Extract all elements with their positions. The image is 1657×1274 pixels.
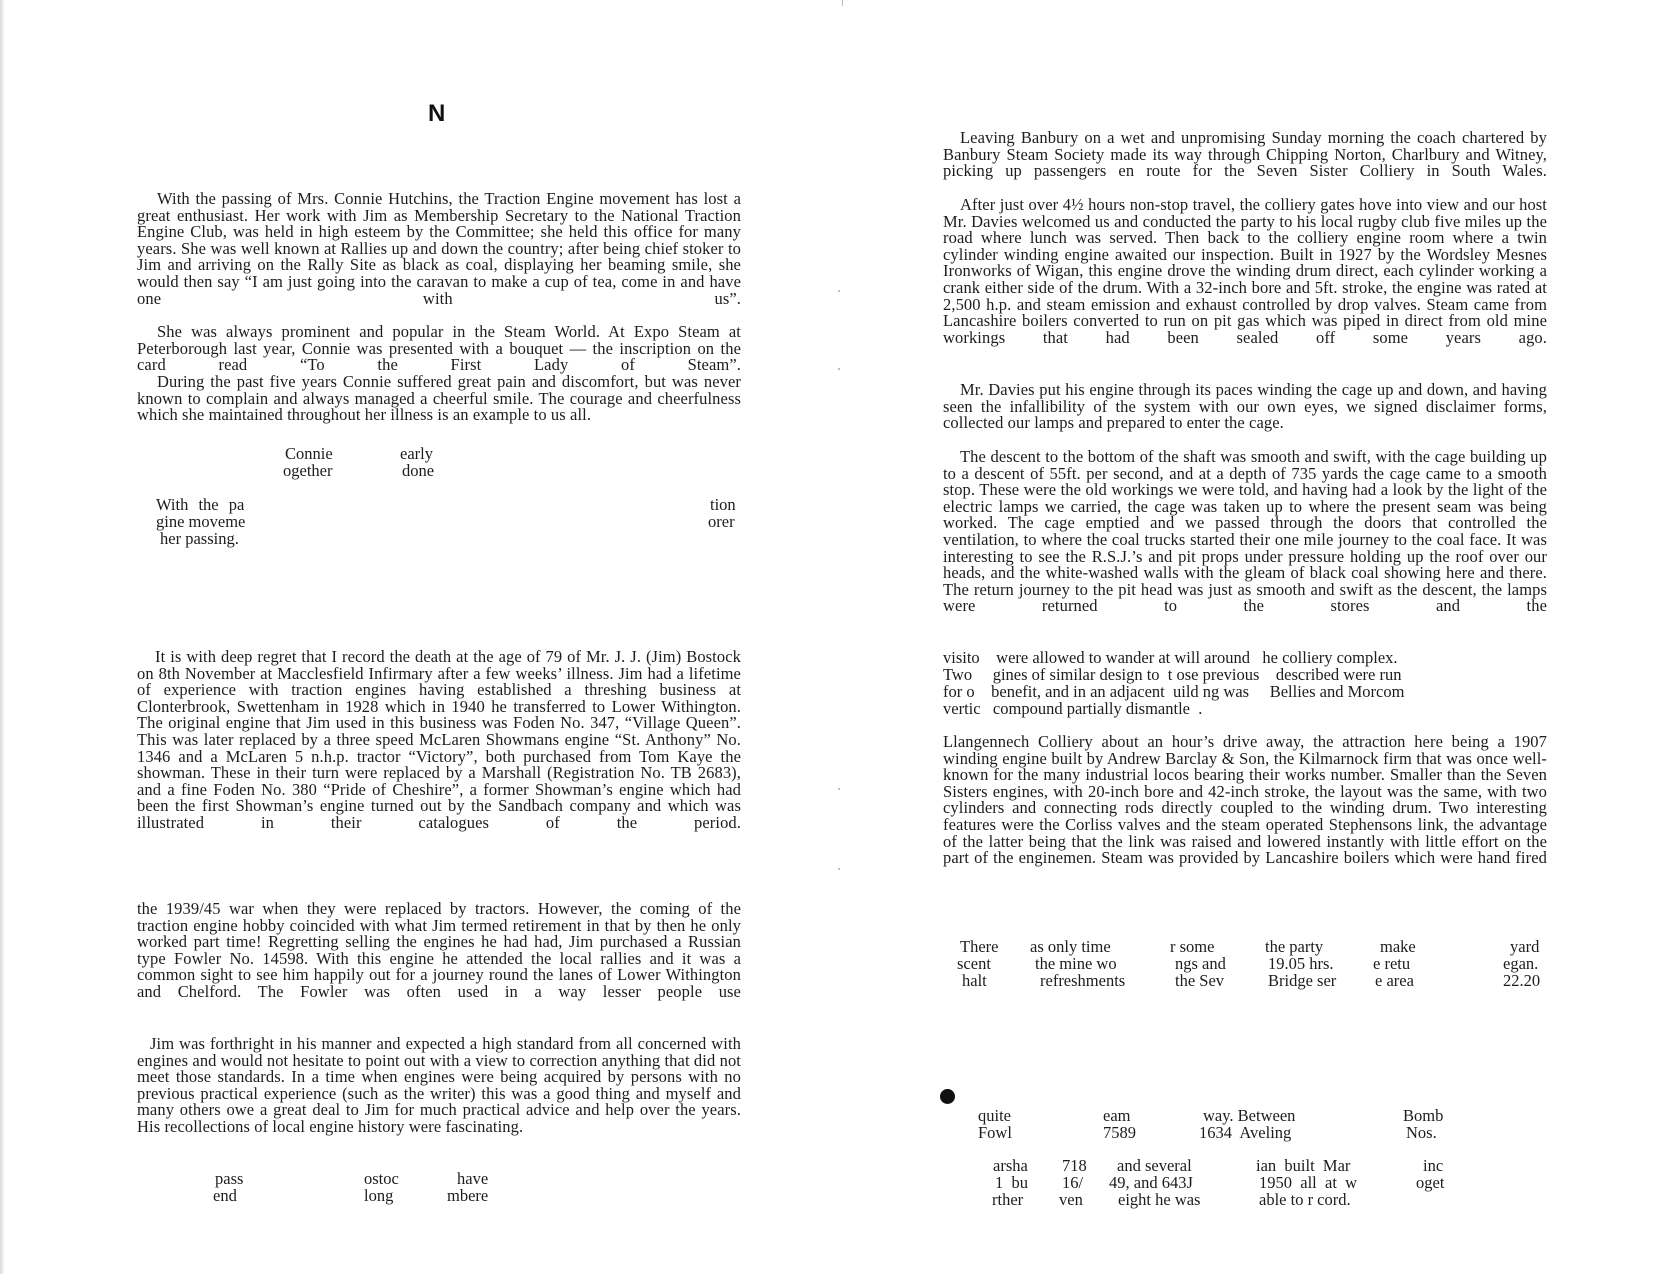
text-fragment: eight he was bbox=[1118, 1190, 1201, 1209]
text-fragment: rther bbox=[992, 1190, 1024, 1209]
text-fragment: Fowl bbox=[978, 1123, 1012, 1142]
text-fragment: visito were allowed to wander at will around he colliery complex. bbox=[943, 648, 1398, 667]
colliery-paragraph-1: Leaving Banbury on a wet and unpromising Sunday morning the coach chartered by Banbury Steam Society made its way through Chipping Norton, Charlbury and Witney, picking up passengers en route for the Seven Sister Colliery in South Wales. bbox=[943, 128, 1547, 181]
text-fragment: 7589 bbox=[1103, 1123, 1136, 1142]
text-fragment: yard bbox=[1510, 937, 1540, 956]
gutter-mark bbox=[842, 0, 843, 6]
text-fragment: as only time bbox=[1030, 937, 1111, 956]
text-fragment: make bbox=[1380, 937, 1416, 956]
text-fragment: tion bbox=[710, 495, 736, 514]
text-fragment: 718 bbox=[1062, 1156, 1087, 1175]
colliery-paragraph-5: Llangennech Colliery about an hour’s drive away, the attraction here being a 1907 winding engine built by Andrew Barclay & Son, the Kilmarnock firm that was once well-known for the many industrial locos bearing their works number. Smaller than the Seven Sisters engines, with 20-inch bore and 42-inch stroke, the layout was the same, with two cylinders and connecting rods directly coupled to the winding drum. Two interesting features were the Corliss valves and the steam operated Stephensons link, the advantage of the latter being that the link was raised and lowered instantly with little effort on the part of the enginemen. Steam was provided by Lancashire boilers which were hand fired bbox=[943, 732, 1547, 868]
hutchins-paragraph-2: She was always prominent and popular in the Steam World. At Expo Steam at Peterborough last year, Connie was presented with a bouquet — the inscription on the card read “To the First Lady of Steam”. bbox=[137, 322, 741, 375]
text-fragment: 1950 all at w bbox=[1259, 1173, 1358, 1192]
text-fragment: Connie bbox=[285, 444, 333, 463]
text-fragment: e area bbox=[1375, 971, 1414, 990]
bostock-paragraph-1: It is with deep regret that I record the death at the age of 79 of Mr. J. J. (Jim) Bostock on 8th November at Macclesfield Infirmary after a few weeks’ illness. Jim had a lifetime of experience with traction engines having established a threshing business at Clonterbrook, Swettenham in 1928 which in 1940 he transferred to Lower Withington. The original engine that Jim used in this business was Foden No. 347, “Village Queen”. This was later replaced by a three speed McLaren Showmans engine “St. Anthony” No. 1346 and a McLaren 5 n.h.p. tractor “Victory”, both purchased from Tom Kaye the showman. These in their turn were replaced by a Marshall (Registration No. TB 2683), and a fine Foden No. 380 “Pride of Cheshire”, a former Showman’s engine which had been the first Showman’s engine turned out by the Sandbach company and which was illustrated in their catalogues of the period. bbox=[137, 647, 741, 832]
text-fragment: vertic compound partially dismantle . bbox=[943, 699, 1203, 718]
text-fragment: There bbox=[960, 937, 999, 956]
gutter-dot bbox=[838, 290, 840, 292]
text-fragment: the party bbox=[1265, 937, 1324, 956]
text-fragment: 1634 Aveling bbox=[1199, 1123, 1292, 1142]
gutter-dot bbox=[838, 788, 840, 790]
text-fragment: way. Between bbox=[1203, 1106, 1296, 1125]
text-fragment: orer bbox=[708, 512, 735, 531]
bullet-icon bbox=[940, 1089, 955, 1104]
text-fragment: the mine wo bbox=[1035, 954, 1117, 973]
text-fragment: Bomb bbox=[1403, 1106, 1444, 1125]
text-fragment: Two gines of similar design to t ose previous described were run bbox=[943, 665, 1402, 684]
text-fragment: her passing. bbox=[160, 529, 239, 548]
text-fragment: ogether bbox=[283, 461, 333, 480]
text-fragment: inc bbox=[1423, 1156, 1444, 1175]
text-fragment: 16/ bbox=[1062, 1173, 1084, 1192]
text-fragment: gine moveme bbox=[156, 512, 246, 531]
text-fragment: able to r cord. bbox=[1259, 1190, 1351, 1209]
bostock-paragraph-3: Jim was forthright in his manner and expected a high standard from all concerned with engines and would not hesitate to point out with a view to correction anything that did not meet those standards. In a time when engines were being acquired by persons with no previous practical experience (such as the writer) this was a good thing and myself and many others owe a great deal to Jim for much practical advice and help over the years. His recollections of local engine history were fascinating. bbox=[137, 1034, 741, 1136]
text-fragment: 49, and 643J bbox=[1109, 1173, 1193, 1192]
text-fragment: ven bbox=[1059, 1190, 1083, 1209]
colliery-paragraph-2: After just over 4½ hours non-stop travel, the colliery gates hove into view and our host Mr. Davies welcomed us and conducted the party to his local rugby club five miles up the road where lunch was served. Then back to the colliery engine room where a twin cylinder winding engine awaited our inspection. Built in 1927 by the Wordsley Mesnes Ironworks of Wigan, this engine drove the winding drum direct, each cylinder working a crank either side of the drum. With a 32-inch bore and 5ft. stroke, the engine was rated at 2,500 h.p. and steam emission and exhaust controlled by drop valves. Steam came from Lancashire boilers converted to run on pit gas which was piped in direct from old mine workings that had been sealed off some years ago. bbox=[943, 195, 1547, 347]
text-fragment: Nos. bbox=[1406, 1123, 1437, 1142]
text-fragment: halt bbox=[962, 971, 987, 990]
page-heading: N bbox=[428, 100, 446, 127]
text-fragment: 22.20 bbox=[1503, 971, 1541, 990]
text-fragment: ostoc bbox=[364, 1169, 399, 1188]
text-fragment: scent bbox=[957, 954, 991, 973]
text-fragment: eam bbox=[1103, 1106, 1131, 1125]
text-fragment: and several bbox=[1117, 1156, 1192, 1175]
text-fragment: With the pa bbox=[156, 495, 245, 514]
text-fragment: e retu bbox=[1373, 954, 1411, 973]
text-fragment: egan. bbox=[1503, 954, 1539, 973]
text-fragment: early bbox=[400, 444, 433, 463]
text-fragment: for o benefit, and in an adjacent uild ng was Bellies and Morcom bbox=[943, 682, 1405, 701]
text-fragment: 1 bu bbox=[995, 1173, 1028, 1192]
hutchins-paragraph-1: With the passing of Mrs. Connie Hutchins, the Traction Engine movement has lost a great enthusiast. Her work with Jim as Membership Secretary to the National Traction Engine Club, was held in high esteem by the Committee; she held this office for many years. She was well known at Rallies up and down the country; after being chief stoker to Jim and arriving on the Rally Site as black as coal, displaying her beaming smile, she would then say “I am just going into the caravan to make a cup of tea, come in and have one with us”. bbox=[137, 189, 741, 308]
text-fragment: oget bbox=[1416, 1173, 1445, 1192]
gutter-dot bbox=[838, 868, 840, 870]
text-fragment: Bridge ser bbox=[1268, 971, 1337, 990]
text-fragment: pass bbox=[215, 1169, 244, 1188]
text-fragment: end bbox=[213, 1186, 237, 1205]
text-fragment: ngs and bbox=[1175, 954, 1226, 973]
bostock-paragraph-2: the 1939/45 war when they were replaced by tractors. However, the coming of the traction engine hobby coincided with what Jim termed retirement in that by then he only worked part time! Regretting selling the engines he had had, Jim purchased a Russian type Fowler No. 14598. With this engine he attended the local rallies and it was a common sight to see him happily out for a journey round the lanes of Lower Withington and Chelford. The Fowler was often used in a way lesser people use bbox=[137, 899, 741, 1001]
text-fragment: done bbox=[402, 461, 435, 480]
text-fragment: arsha bbox=[993, 1156, 1028, 1175]
colliery-paragraph-3: Mr. Davies put his engine through its paces winding the cage up and down, and having seen the infallibility of the system with our own eyes, we signed disclaimer forms, collected our lamps and prepared to enter the cage. bbox=[943, 380, 1547, 433]
text-fragment: the Sev bbox=[1175, 971, 1225, 990]
text-fragment: 19.05 hrs. bbox=[1268, 954, 1334, 973]
text-fragment: r some bbox=[1170, 937, 1215, 956]
gutter-dot bbox=[838, 368, 840, 370]
hutchins-paragraph-3: During the past five years Connie suffered great pain and discomfort, but was never known to complain and always managed a cheerful smile. The courage and cheerfulness which she maintained throughout her illness is an example to us all. bbox=[137, 372, 741, 425]
page-edge-shadow bbox=[0, 0, 5, 1274]
text-fragment: have bbox=[457, 1169, 489, 1188]
text-fragment: long bbox=[364, 1186, 394, 1205]
text-fragment: quite bbox=[978, 1106, 1011, 1125]
colliery-paragraph-4: The descent to the bottom of the shaft was smooth and swift, with the cage building up to a descent of 55ft. per second, and at a depth of 735 yards the cage came to a smooth stop. These were the old workings we were told, and having had a look by the light of the electric lamps we carried, the cage was taken up to where the present seam was being worked. The cage emptied and we passed through the doors that controlled the ventilation, to where the coal trucks started their one mile journey to the coal face. It was interesting to see the R.S.J.’s and pit props under pressure holding up the roof over our heads, and the white-washed walls with the gleam of black coal showing here and there. The return journey to the pit head was just as smooth and swift as the descent, the lamps were returned to the stores and the bbox=[943, 447, 1547, 616]
text-fragment: refreshments bbox=[1040, 971, 1126, 990]
text-fragment: ian built Mar bbox=[1256, 1156, 1351, 1175]
text-fragment: mbere bbox=[447, 1186, 489, 1205]
